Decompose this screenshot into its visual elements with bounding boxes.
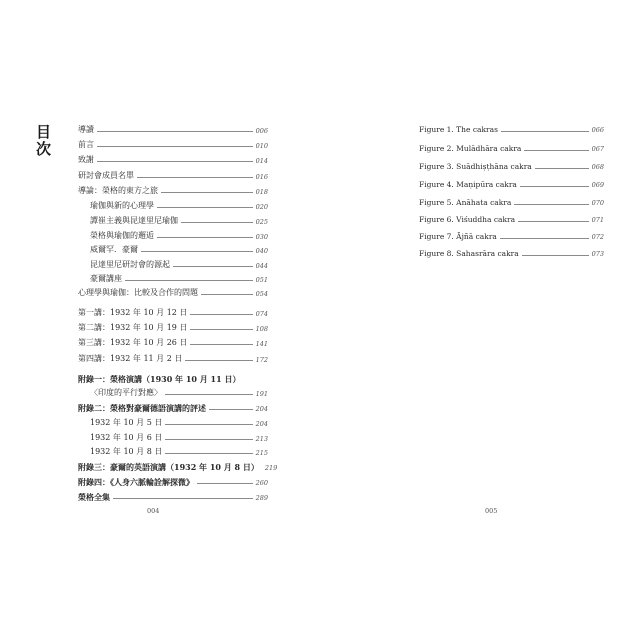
toc-entry-title: 附錄三：豪爾的英語演講（1932 年 10 月 8 日） <box>78 462 259 472</box>
toc-entry-title: 研討會成員名單 <box>78 171 134 180</box>
dot-leader <box>197 483 253 484</box>
dot-leader <box>161 192 253 193</box>
toc-entry-title: 心理學與瑜伽：比較及合作的問題 <box>78 288 198 297</box>
dot-leader <box>165 394 253 395</box>
dot-leader <box>190 329 252 330</box>
toc-entry-title: 致謝 <box>78 155 94 164</box>
toc-entry-page: 040 <box>255 246 268 255</box>
right-page <box>320 0 640 640</box>
toc-entry-page: 204 <box>255 404 268 413</box>
dot-leader <box>190 344 252 345</box>
dot-leader <box>97 161 253 162</box>
toc-entry <box>90 244 268 254</box>
figure-entry <box>419 161 604 171</box>
figure-entry <box>419 248 604 258</box>
toc-entry <box>78 476 268 486</box>
toc-entry <box>78 322 268 332</box>
toc-entry-page: 141 <box>255 339 268 348</box>
toc-entry-page: 219 <box>264 463 278 472</box>
toc-entry-title: 導讀 <box>78 125 94 134</box>
toc-entry-title: 第一講：1932 年 10 月 12 日 <box>78 308 188 317</box>
figure-entry <box>419 197 604 207</box>
toc-entry-title: 第三講：1932 年 10 月 26 日 <box>78 338 188 347</box>
dot-leader <box>201 294 253 295</box>
figure-entry-page: 067 <box>591 145 604 153</box>
figure-entry <box>419 231 604 241</box>
toc-entry-title: 第二講：1932 年 10 月 19 日 <box>78 323 188 332</box>
toc-entry-page: 054 <box>255 289 268 298</box>
toc-entry <box>90 387 268 397</box>
figure-entry <box>419 143 604 153</box>
figure-entry-title: Figure 4. Maṇipūra cakra <box>419 180 517 189</box>
toc-entry <box>78 154 268 164</box>
toc-entry <box>78 402 268 412</box>
figure-entry-page: 073 <box>591 250 604 258</box>
toc-entry <box>78 287 268 297</box>
toc-entry-title: 譚崔主義與昆達里尼瑜伽 <box>90 216 178 225</box>
toc-entry-page: 006 <box>255 126 268 135</box>
toc-entry-title: 威爾罕．豪爾 <box>90 245 138 254</box>
dot-leader <box>185 360 252 361</box>
toc-entry <box>78 373 268 383</box>
dot-leader <box>535 168 589 169</box>
toc-entry-title: 前言 <box>78 140 94 149</box>
toc-entry <box>90 273 268 283</box>
figure-entry-title: Figure 8. Sahasrāra cakra <box>419 249 519 258</box>
page-number-left: 004 <box>147 507 160 515</box>
toc-entry-page: 260 <box>255 478 268 487</box>
figure-entry-title: Figure 7. Ājñā cakra <box>419 232 497 241</box>
toc-entry-page: 289 <box>255 493 268 502</box>
dot-leader <box>165 439 252 440</box>
figure-entry-page: 070 <box>591 199 604 207</box>
dot-leader <box>181 222 253 223</box>
dot-leader <box>520 186 589 187</box>
figure-entry-title: Figure 1. The cakras <box>419 125 498 134</box>
toc-entry-page: 020 <box>255 202 268 211</box>
toc-entry-page: 025 <box>255 217 268 226</box>
toc-entry-title: 1932 年 10 月 5 日 <box>90 418 163 427</box>
toc-entry-page: 051 <box>255 275 268 284</box>
toc-entry-title: 第四講：1932 年 11 月 2 日 <box>78 354 183 363</box>
dot-leader <box>190 314 252 315</box>
toc-entry <box>78 139 268 149</box>
dot-leader <box>97 146 253 147</box>
dot-leader <box>522 255 589 256</box>
dot-leader <box>165 424 252 425</box>
toc-entry-page: 018 <box>255 187 268 196</box>
toc-entry-page: 074 <box>255 309 268 318</box>
figure-entry-title: Figure 2. Mulādhāra cakra <box>419 144 522 153</box>
figure-entry-title: Figure 3. Suādhiṣṭhāna cakra <box>419 162 532 171</box>
toc-entry-page: 172 <box>255 355 268 364</box>
toc-entry-page: 030 <box>255 232 268 241</box>
toc-entry <box>78 185 268 195</box>
toc-entry <box>90 446 268 456</box>
toc-entry <box>90 432 268 442</box>
dot-leader <box>157 237 253 238</box>
toc-entry <box>78 491 268 501</box>
toc-entry-title: 榮格全集 <box>78 492 110 502</box>
figure-entry-title: Figure 5. Anāhata cakra <box>419 198 512 207</box>
dot-leader <box>125 280 253 281</box>
toc-heading: 目次 <box>34 124 52 158</box>
toc-entry-title: 附錄一：榮格演講（1930 年 10 月 11 日） <box>78 374 241 384</box>
dot-leader <box>501 131 589 132</box>
dot-leader <box>518 221 588 222</box>
toc-entry <box>78 353 268 363</box>
toc-entry <box>90 215 268 225</box>
toc-entry-page: 044 <box>255 261 268 270</box>
toc-entry-title: 附錄二：榮格對豪爾德語演講的評述 <box>78 403 206 413</box>
dot-leader <box>500 238 589 239</box>
toc-entry-title: 榮格與瑜伽的邂逅 <box>90 231 154 240</box>
toc-entry-title: 導論：榮格的東方之旅 <box>78 186 158 195</box>
toc-entry-title: 昆達里尼研討會的源起 <box>90 260 170 269</box>
toc-entry-page: 215 <box>255 448 268 457</box>
figure-entry-page: 066 <box>591 126 604 134</box>
toc-entry-title: 〈印度的平行對應〉 <box>90 388 162 397</box>
dot-leader <box>524 150 588 151</box>
dot-leader <box>165 453 252 454</box>
figure-entry <box>419 214 604 224</box>
toc-entry-page: 010 <box>255 141 268 150</box>
toc-entry-page: 213 <box>255 434 268 443</box>
toc-entry <box>78 461 278 472</box>
toc-entry <box>78 307 268 317</box>
toc-entry <box>78 337 268 347</box>
figure-entry-page: 072 <box>591 233 604 241</box>
dot-leader <box>173 266 253 267</box>
toc-entry <box>90 259 268 269</box>
toc-entry-page: 016 <box>255 172 268 181</box>
toc-entry-page: 191 <box>255 389 268 398</box>
dot-leader <box>209 409 253 410</box>
toc-entry-page: 014 <box>255 156 268 165</box>
toc-entry-title: 豪爾講座 <box>90 274 122 283</box>
toc-entry-title: 1932 年 10 月 8 日 <box>90 447 163 456</box>
toc-entry <box>90 417 268 427</box>
dot-leader <box>97 131 253 132</box>
toc-entry <box>78 170 268 180</box>
page-number-right: 005 <box>485 507 498 515</box>
toc-entry-page: 204 <box>255 419 268 428</box>
toc-entry <box>90 200 268 210</box>
toc-entry-title: 1932 年 10 月 6 日 <box>90 433 163 442</box>
figure-entry-page: 069 <box>591 181 604 189</box>
toc-entry-title: 瑜伽與新的心理學 <box>90 201 154 210</box>
figure-entry-page: 071 <box>591 216 604 224</box>
figure-entry-page: 068 <box>591 163 604 171</box>
figure-entry <box>419 179 604 189</box>
dot-leader <box>137 177 253 178</box>
figure-entry-title: Figure 6. Viśuddha cakra <box>419 215 516 224</box>
toc-entry <box>90 230 268 240</box>
dot-leader <box>157 207 253 208</box>
toc-entry <box>78 124 268 134</box>
dot-leader <box>514 204 588 205</box>
dot-leader <box>113 498 253 499</box>
toc-entry-title: 附錄四：《人身六脈輪詮解探微》 <box>78 477 194 487</box>
dot-leader <box>141 251 253 252</box>
toc-entry-page: 108 <box>255 324 268 333</box>
figure-entry <box>419 124 604 134</box>
